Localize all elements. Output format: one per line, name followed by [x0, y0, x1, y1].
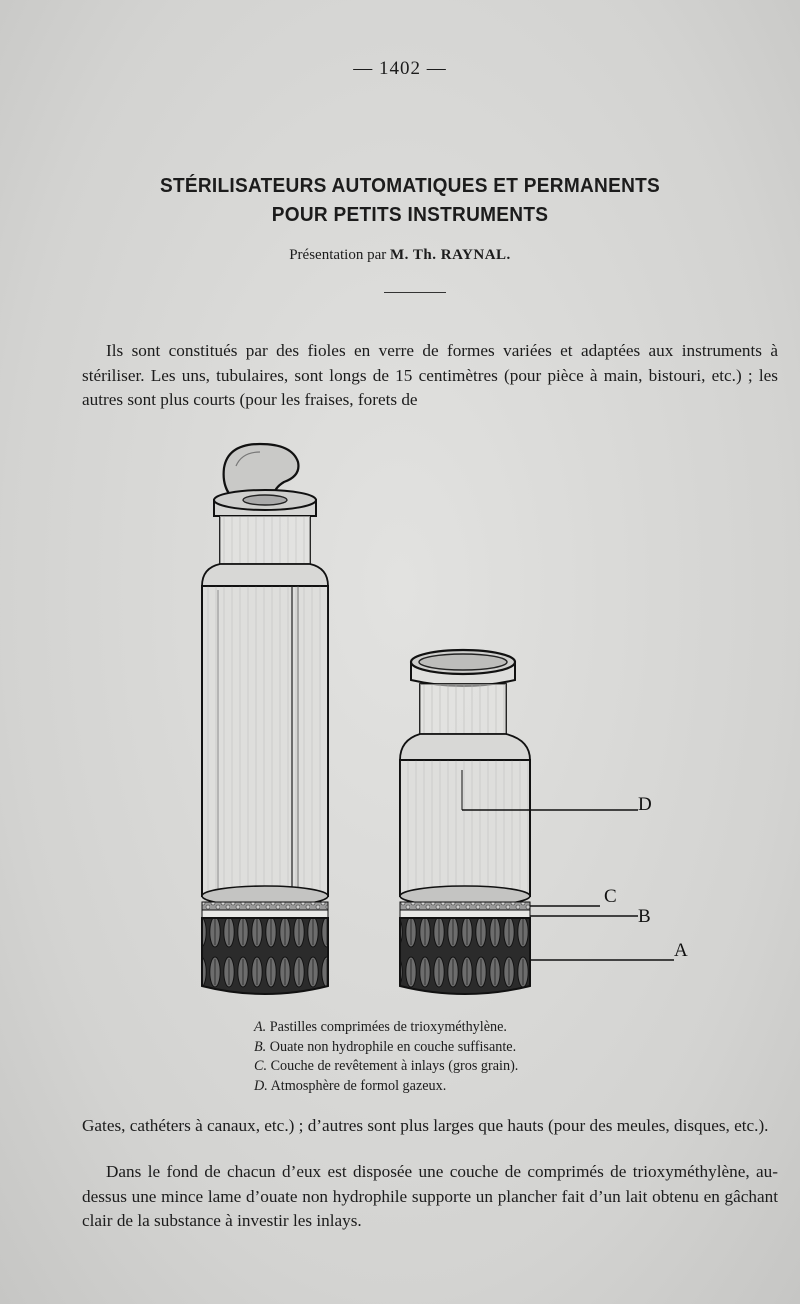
- label-C: C: [604, 886, 617, 907]
- paragraph-1: Ils sont constitués par des fioles en verre de formes variées et adaptées aux instruments à stériliser. Les uns, tubulaires, sont longs de 15 centimètres (pour pièce à main, bistouri, etc.) ; les autres sont plus courts (pour les fraises, forets de: [82, 341, 778, 409]
- label-B: B: [638, 906, 651, 927]
- paragraph-2: Gates, cathéters à canaux, etc.) ; d’autres sont plus larges que hauts (pour des meules, disques, etc.).: [82, 1116, 769, 1135]
- presenter-name: M. Th. RAYNAL.: [390, 247, 511, 263]
- legend-item-a: A. Pastilles comprimées de trioxyméthylène.: [254, 1019, 507, 1035]
- legend-item-d: D. Atmosphère de formol gazeux.: [254, 1077, 447, 1094]
- legend-item-c: C. Couche de revêtement à inlays (gros grain).: [254, 1058, 519, 1074]
- label-A: A: [674, 940, 688, 961]
- title-divider: [384, 292, 446, 293]
- presenter-line: [0, 247, 800, 264]
- short-bottle: [400, 650, 530, 994]
- figure-legend: [254, 1018, 674, 1096]
- sterilizer-bottles-figure: [180, 430, 700, 1005]
- tall-bottle: [202, 444, 328, 994]
- label-D: D: [638, 794, 652, 815]
- article-title-line-1: STÉRILISATEURS AUTOMATIQUES ET PERMANENTS: [159, 174, 661, 197]
- page-number: — 1402 —: [353, 58, 447, 79]
- legend-item-b: B. Ouate non hydrophile en couche suffisante.: [254, 1038, 517, 1055]
- article-title-line-2: POUR PETITS INSTRUMENTS: [271, 203, 549, 226]
- presenter-prefix: Présentation par: [289, 247, 387, 263]
- paragraph-3: Dans le fond de chacun d’eux est disposée une couche de comprimés de trioxyméthylène, au-dessus une mince lame d’ouate non hydrophile supporte un plancher fait d’un lait obtenu en gâchant clair de la substance à investir les inlays.: [82, 1162, 778, 1230]
